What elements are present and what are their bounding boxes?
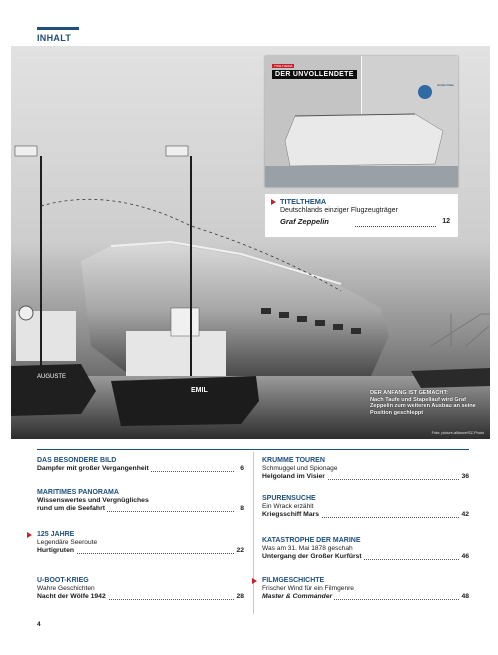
toc-entry[interactable]: [37, 531, 244, 556]
preview-spread-label: TITELTHEMA: [274, 64, 293, 68]
toc-page: 42: [461, 511, 469, 518]
toc-line: [262, 553, 469, 562]
feature-entry[interactable]: [265, 194, 458, 237]
page-number: 4: [37, 621, 41, 628]
toc-subtitle: Frischer Wind für ein Filmgenre: [262, 585, 354, 592]
toc-subtitle: Wahre Geschichten: [37, 585, 95, 592]
hero-caption: [370, 390, 488, 417]
toc-entry[interactable]: [37, 457, 244, 474]
toc-title: Untergang der Großer Kurfürst: [262, 553, 362, 560]
tug-right-name: EMIL: [191, 387, 208, 394]
feature-subtitle: Deutschlands einziger Flugzeugträger: [280, 207, 398, 214]
toc-category: MARITIMES PANORAMA: [37, 489, 119, 496]
dotted-leader: [355, 226, 436, 227]
toc-entry[interactable]: [262, 577, 469, 602]
toc-category: SPURENSUCHE: [262, 495, 316, 502]
toc-title: Wissenswertes und Vergnügliches: [37, 497, 149, 504]
header-rule: [37, 27, 79, 30]
toc-category: FILMGESCHICHTE: [262, 577, 325, 584]
caption-headline: DER ANFANG IST GEMACHT:: [370, 390, 449, 396]
feature-page: 12: [442, 218, 450, 225]
toc-category: 125 JAHRE: [37, 531, 75, 538]
feature-preview-thumbnail[interactable]: [265, 56, 458, 187]
toc-title: Hurtigruten: [37, 547, 75, 554]
red-triangle-icon: [271, 199, 276, 205]
feature-title: Graf Zeppelin: [280, 217, 329, 226]
toc-line: [37, 505, 244, 514]
toc-title: Kriegsschiff Mars: [262, 511, 320, 518]
toc-category: DAS BESONDERE BILD: [37, 457, 117, 464]
toc-title: Nacht der Wölfe 1942: [37, 593, 106, 600]
toc-page: 22: [236, 547, 244, 554]
column-divider: [253, 452, 254, 614]
toc-entry[interactable]: [262, 457, 469, 482]
toc-category: U-BOOT-KRIEG: [37, 577, 89, 584]
globe-icon: [418, 85, 432, 99]
toc-subtitle: Legendäre Seeroute: [37, 539, 98, 546]
preview-spread-title: DER UNVOLLENDETE: [272, 70, 357, 79]
toc-top-rule: [37, 449, 469, 450]
toc-line: [37, 547, 244, 556]
toc-entry[interactable]: [262, 537, 469, 562]
toc-line: [37, 465, 244, 474]
toc-category: KATASTROPHE DER MARINE: [262, 537, 361, 544]
toc-title: Dampfer mit großer Vergangenheit: [37, 465, 149, 472]
red-triangle-icon: [252, 578, 257, 584]
toc-entry[interactable]: [37, 489, 244, 514]
preview-globe-label: Große Flotte: [437, 83, 454, 87]
red-triangle-icon: [27, 532, 32, 538]
toc-page: 28: [236, 593, 244, 600]
caption-text: Nach Taufe und Stapellauf wird Graf Zeppelin zum weiteren Ausbau an seine Position geschleppt: [370, 396, 476, 417]
feature-category: TITELTHEMA: [280, 197, 327, 206]
section-label: INHALT: [37, 33, 72, 43]
toc-title: Master & Commander: [262, 593, 333, 600]
toc-title: Helgoland im Visier: [262, 473, 325, 480]
toc-line: [262, 473, 469, 482]
toc-category: KRUMME TOUREN: [262, 457, 325, 464]
toc-page: 46: [461, 553, 469, 560]
tug-left-name: AUGUSTE: [37, 374, 67, 380]
toc-subtitle: Schmuggel und Spionage: [262, 465, 338, 472]
toc-page: 6: [240, 465, 244, 472]
toc-subtitle: Ein Wrack erzählt: [262, 503, 314, 510]
toc-page: 48: [461, 593, 469, 600]
toc-line: [262, 511, 469, 520]
toc-entry[interactable]: [262, 495, 469, 520]
toc-page: 8: [240, 505, 244, 512]
toc-title-continued: rund um die Seefahrt: [37, 505, 105, 512]
photo-credit: Foto: picture-alliance/SZ-Photo: [431, 431, 484, 435]
toc-line: [37, 593, 244, 602]
toc-entry[interactable]: [37, 577, 244, 602]
toc-page: 36: [461, 473, 469, 480]
toc-subtitle: Was am 31. Mai 1878 geschah: [262, 545, 353, 552]
toc-line: [262, 593, 469, 602]
